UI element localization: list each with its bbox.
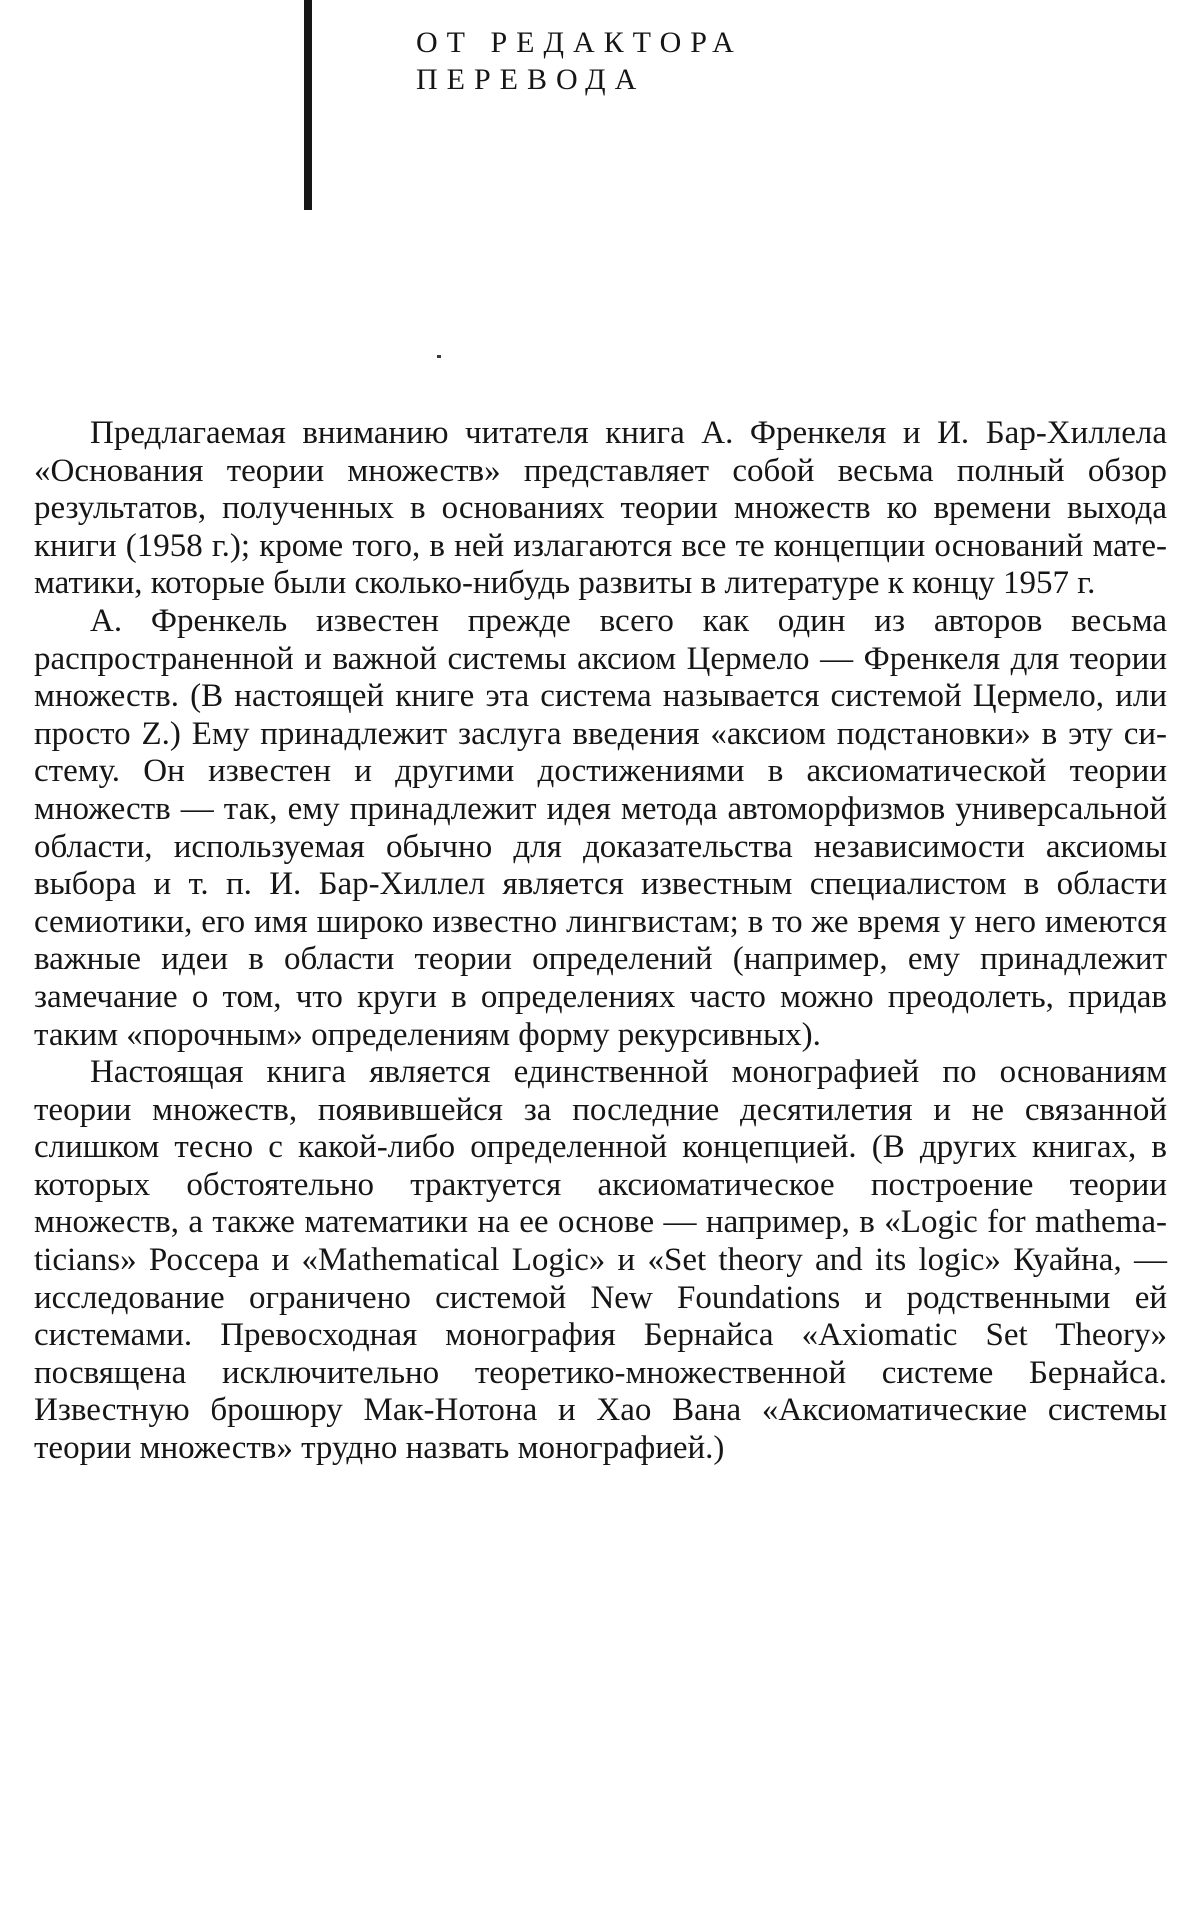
paragraph-1: Предлагаемая вниманию читателя книга А. Френкеля и И. Бар-Хиллела «Основания теории множеств» представляет собой весьма полный обзор результатов, полученных в основаниях теории множеств ко времени выхода книги (1958 г.); кроме того, в ней излагаются все те концепции оснований математики, которые были сколько-нибудь развиты в литературе к концу 1957 г. xyxy=(34,415,1167,602)
heading-line-1: ОТ РЕДАКТОРА xyxy=(416,26,743,59)
paragraph-3: Настоящая книга является единственной монографией по основаниям теории множеств, появившейся за последние десятилетия и не связанной слишком тесно с какой-либо определенной концепцией. (В других книгах, в которых обстоятельно трактуется аксиоматическое построение теории множеств, а также математики на ее основе — например, в «Logic for mathematicians» Россера и «Mathematical Logic» и «Set theory and its logic» Куайна, — исследование ограничено системой New Foundations и родственными ей системами. Превосходная монография Бернайса «Axiomatic Set Theory» посвящена исключительно теоретико-множественной системе Бернайса. Известную брошюру Мак-Нотона и Хао Вана «Аксиоматические системы теории множеств» трудно назвать монографией.) xyxy=(34,1054,1167,1467)
section-heading xyxy=(416,24,743,98)
print-speck xyxy=(437,355,441,358)
paragraph-2: А. Френкель известен прежде всего как один из авторов весьма распространенной и важной системы аксиом Цермело — Френкеля для теории множеств. (В настоящей книге эта система называется системой Цермело, или просто Z.) Ему принадлежит заслуга введения «аксиом подстановки» в эту систему. Он известен и другими достижениями в аксиоматической теории множеств — так, ему принадлежит идея метода автоморфизмов универсальной области, используемая обычно для доказательства независимости аксиомы выбора и т. п. И. Бар-Хиллел является известным специалистом в области семиотики, его имя широко известно лингвистам; в то же время у него имеются важные идеи в области теории определений (например, ему принадлежит замечание о том, что круги в определениях часто можно преодолеть, придав таким «порочным» определениям форму рекурсивных). xyxy=(34,602,1167,1053)
header-vertical-rule xyxy=(304,0,312,210)
body-text xyxy=(34,415,1167,1468)
heading-line-2: ПЕРЕВОДА xyxy=(416,63,646,96)
